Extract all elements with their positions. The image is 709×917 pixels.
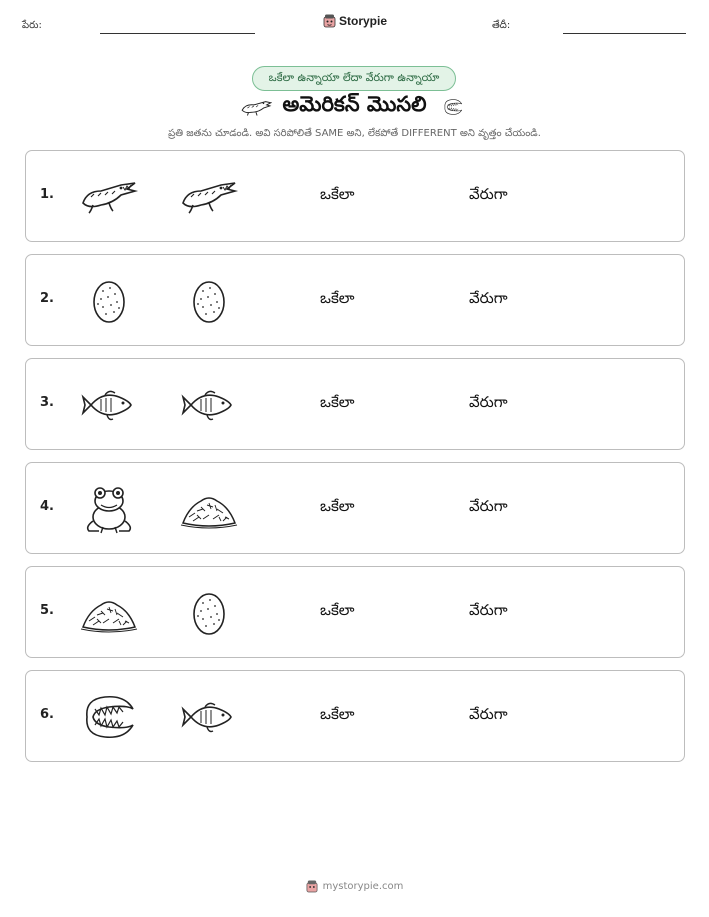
crocodile-icon bbox=[240, 96, 272, 118]
jaws-icon bbox=[437, 96, 469, 118]
question-number: 2. bbox=[40, 291, 54, 306]
brand-name: Storypie bbox=[339, 14, 388, 28]
option-same[interactable]: ఒకేలా bbox=[320, 601, 355, 619]
nest-icon bbox=[79, 583, 139, 643]
question-number: 4. bbox=[40, 499, 54, 514]
option-different[interactable]: వేరుగా bbox=[469, 185, 508, 203]
crocodile-icon bbox=[79, 167, 139, 227]
question-number: 1. bbox=[40, 187, 54, 202]
question-row-3 bbox=[25, 358, 685, 450]
option-different[interactable]: వేరుగా bbox=[469, 601, 508, 619]
option-same[interactable]: ఒకేలా bbox=[320, 705, 355, 723]
title-row bbox=[0, 92, 709, 122]
name-line[interactable] bbox=[100, 33, 255, 34]
fish-icon bbox=[179, 375, 239, 435]
option-different[interactable]: వేరుగా bbox=[469, 497, 508, 515]
nest-icon bbox=[179, 479, 239, 539]
name-label: పేరు: bbox=[22, 20, 42, 31]
option-same[interactable]: ఒకేలా bbox=[320, 393, 355, 411]
frog-icon bbox=[79, 479, 139, 539]
storypie-logo bbox=[323, 14, 387, 28]
egg-icon bbox=[179, 271, 239, 331]
option-different[interactable]: వేరుగా bbox=[469, 393, 508, 411]
date-line[interactable] bbox=[563, 33, 686, 34]
fish-icon bbox=[79, 375, 139, 435]
question-row-4 bbox=[25, 462, 685, 554]
question-row-1 bbox=[25, 150, 685, 242]
egg-icon bbox=[179, 583, 239, 643]
instructions: ప్రతి జతను చూడండి. అవి సరిపోలితే SAME అని, లేకపోతే DIFFERENT అని వృత్తం చేయండి. bbox=[168, 128, 541, 139]
question-number: 5. bbox=[40, 603, 54, 618]
fish-icon bbox=[179, 687, 239, 747]
question-row-5 bbox=[25, 566, 685, 658]
jaws-icon bbox=[79, 687, 139, 747]
question-row-6 bbox=[25, 670, 685, 762]
egg-icon bbox=[79, 271, 139, 331]
crocodile-icon bbox=[179, 167, 239, 227]
question-number: 3. bbox=[40, 395, 54, 410]
option-same[interactable]: ఒకేలా bbox=[320, 289, 355, 307]
storypie-mascot-icon bbox=[306, 880, 318, 893]
page-title: అమెరికన్ మొసలి bbox=[282, 92, 427, 116]
option-same[interactable]: ఒకేలా bbox=[320, 497, 355, 515]
worksheet-type-badge: ఒకేలా ఉన్నాయా లేదా వేరుగా ఉన్నాయా bbox=[252, 66, 456, 91]
question-number: 6. bbox=[40, 707, 54, 722]
option-different[interactable]: వేరుగా bbox=[469, 705, 508, 723]
date-label: తేదీ: bbox=[492, 20, 511, 31]
question-row-2 bbox=[25, 254, 685, 346]
option-different[interactable]: వేరుగా bbox=[469, 289, 508, 307]
footer-url[interactable]: mystorypie.com bbox=[322, 881, 404, 892]
footer bbox=[0, 880, 709, 893]
option-same[interactable]: ఒకేలా bbox=[320, 185, 355, 203]
storypie-mascot-icon bbox=[323, 14, 336, 28]
